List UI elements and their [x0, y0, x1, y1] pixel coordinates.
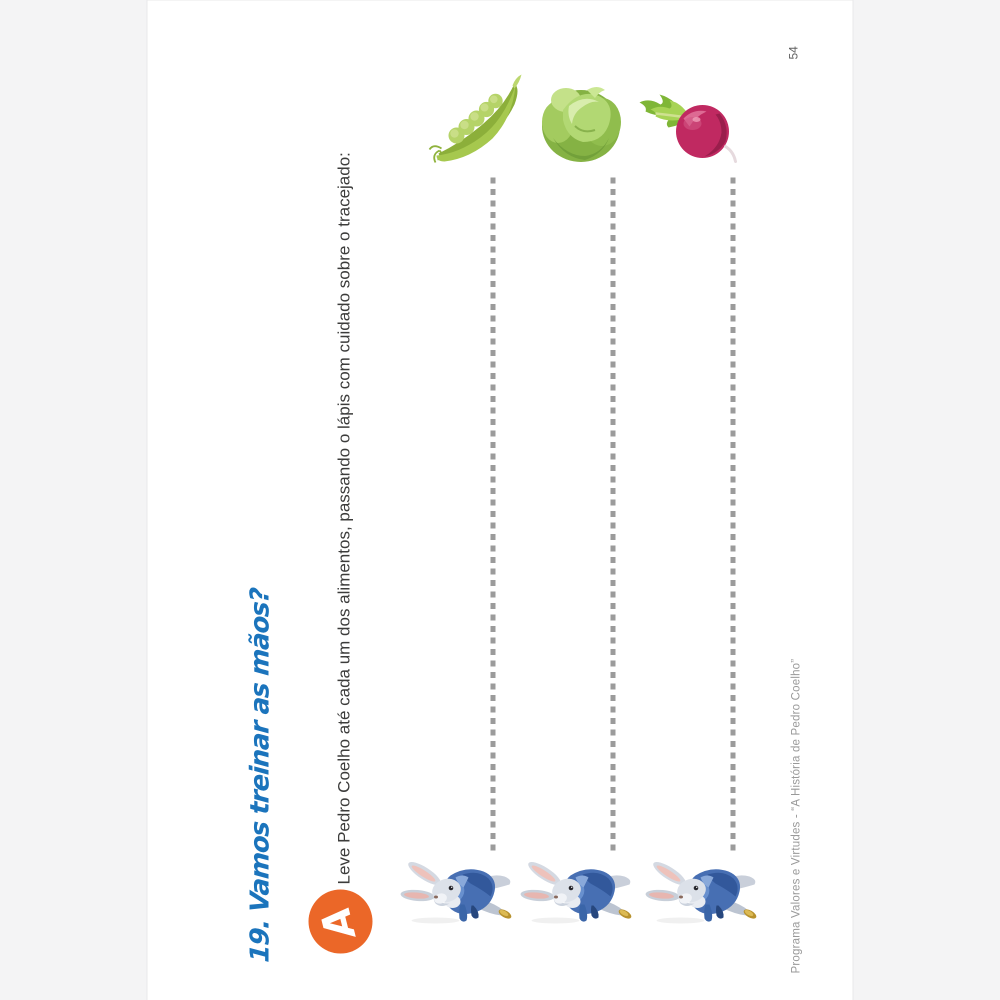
- tracing-dashed-line: [611, 175, 616, 850]
- tracing-dashed-line: [731, 175, 736, 850]
- activity-badge-letter: A: [312, 901, 365, 944]
- page-title: 19. Vamos treinar as mãos?: [245, 587, 276, 964]
- tracing-dashed-line: [491, 175, 496, 850]
- activity-instruction: Leve Pedro Coelho até cada um dos alimentos, passando o lápis com cuidado sobre o tracejado:: [334, 151, 354, 884]
- radish-image: [634, 84, 742, 166]
- page-number: 54: [786, 45, 801, 59]
- footer-credit: Programa Valores e Virtudes - “A História de Pedro Coelho”: [790, 658, 803, 973]
- pedro-coelho-rabbit-image: [521, 860, 634, 925]
- lettuce-image: [539, 76, 624, 164]
- pea-pod-image: [426, 72, 523, 165]
- pedro-coelho-rabbit-image: [401, 860, 514, 925]
- activity-badge: [309, 889, 373, 953]
- pedro-coelho-rabbit-image: [646, 860, 759, 925]
- worksheet-page: [148, 0, 853, 1000]
